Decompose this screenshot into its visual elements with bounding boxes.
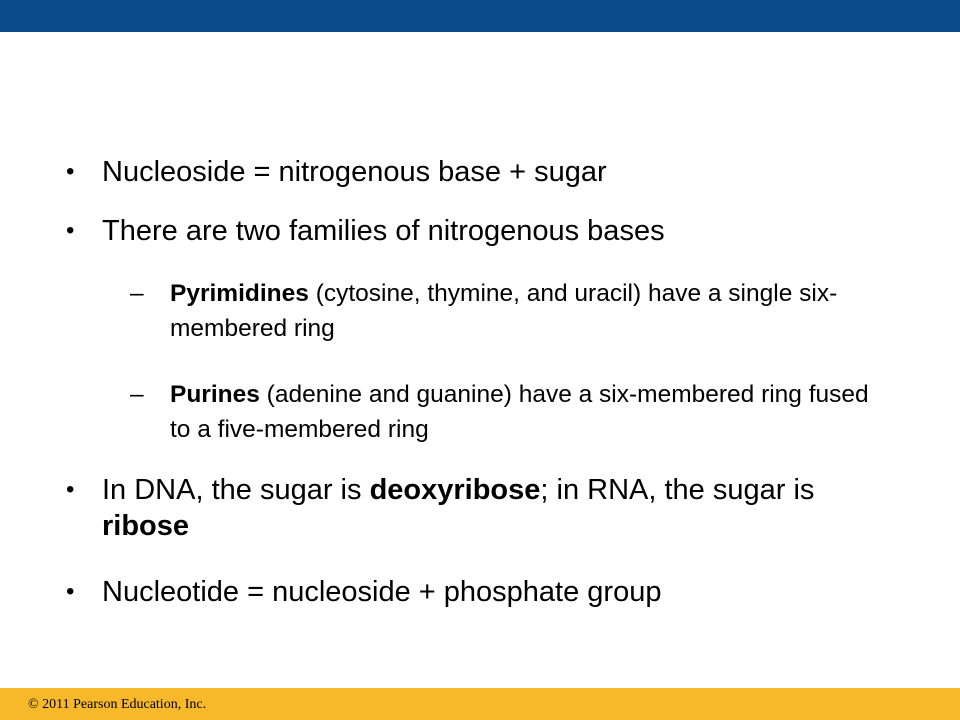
term-deoxyribose: deoxyribose xyxy=(369,474,541,506)
dash-icon: – xyxy=(130,381,144,408)
bullet-item-nucleotide xyxy=(66,574,902,610)
bullet-text: Nucleotide = nucleoside + phosphate group xyxy=(102,576,662,608)
sub-item-pyrimidines xyxy=(130,276,890,346)
bullet-text-mid: ; in RNA, the sugar is xyxy=(540,474,815,506)
bullet-text: There are two families of nitrogenous bases xyxy=(102,215,665,247)
bullet-text: Nucleoside = nitrogenous base + sugar xyxy=(102,156,607,188)
bullet-item-dna-rna-sugar xyxy=(66,472,902,544)
term-ribose: ribose xyxy=(102,510,190,542)
sub-item-text: (cytosine, thymine, and uracil) have a single six-membered ring xyxy=(170,280,838,342)
bullet-icon: • xyxy=(66,217,75,244)
sub-item-text: (adenine and guanine) have a six-membered ring fused to a five-membered ring xyxy=(170,381,869,443)
bullet-icon: • xyxy=(66,476,75,503)
bullet-text-pre: In DNA, the sugar is xyxy=(102,474,370,506)
bullet-icon: • xyxy=(66,578,75,605)
sub-item-purines xyxy=(130,377,890,447)
dash-icon: – xyxy=(130,280,144,307)
copyright-notice: © 2011 Pearson Education, Inc. xyxy=(28,697,207,712)
bullet-icon: • xyxy=(66,158,75,185)
bullet-item-nucleoside xyxy=(66,154,902,190)
term-purines: Purines xyxy=(170,381,260,408)
term-pyrimidines: Pyrimidines xyxy=(170,280,309,307)
bullet-item-base-families xyxy=(66,213,902,249)
